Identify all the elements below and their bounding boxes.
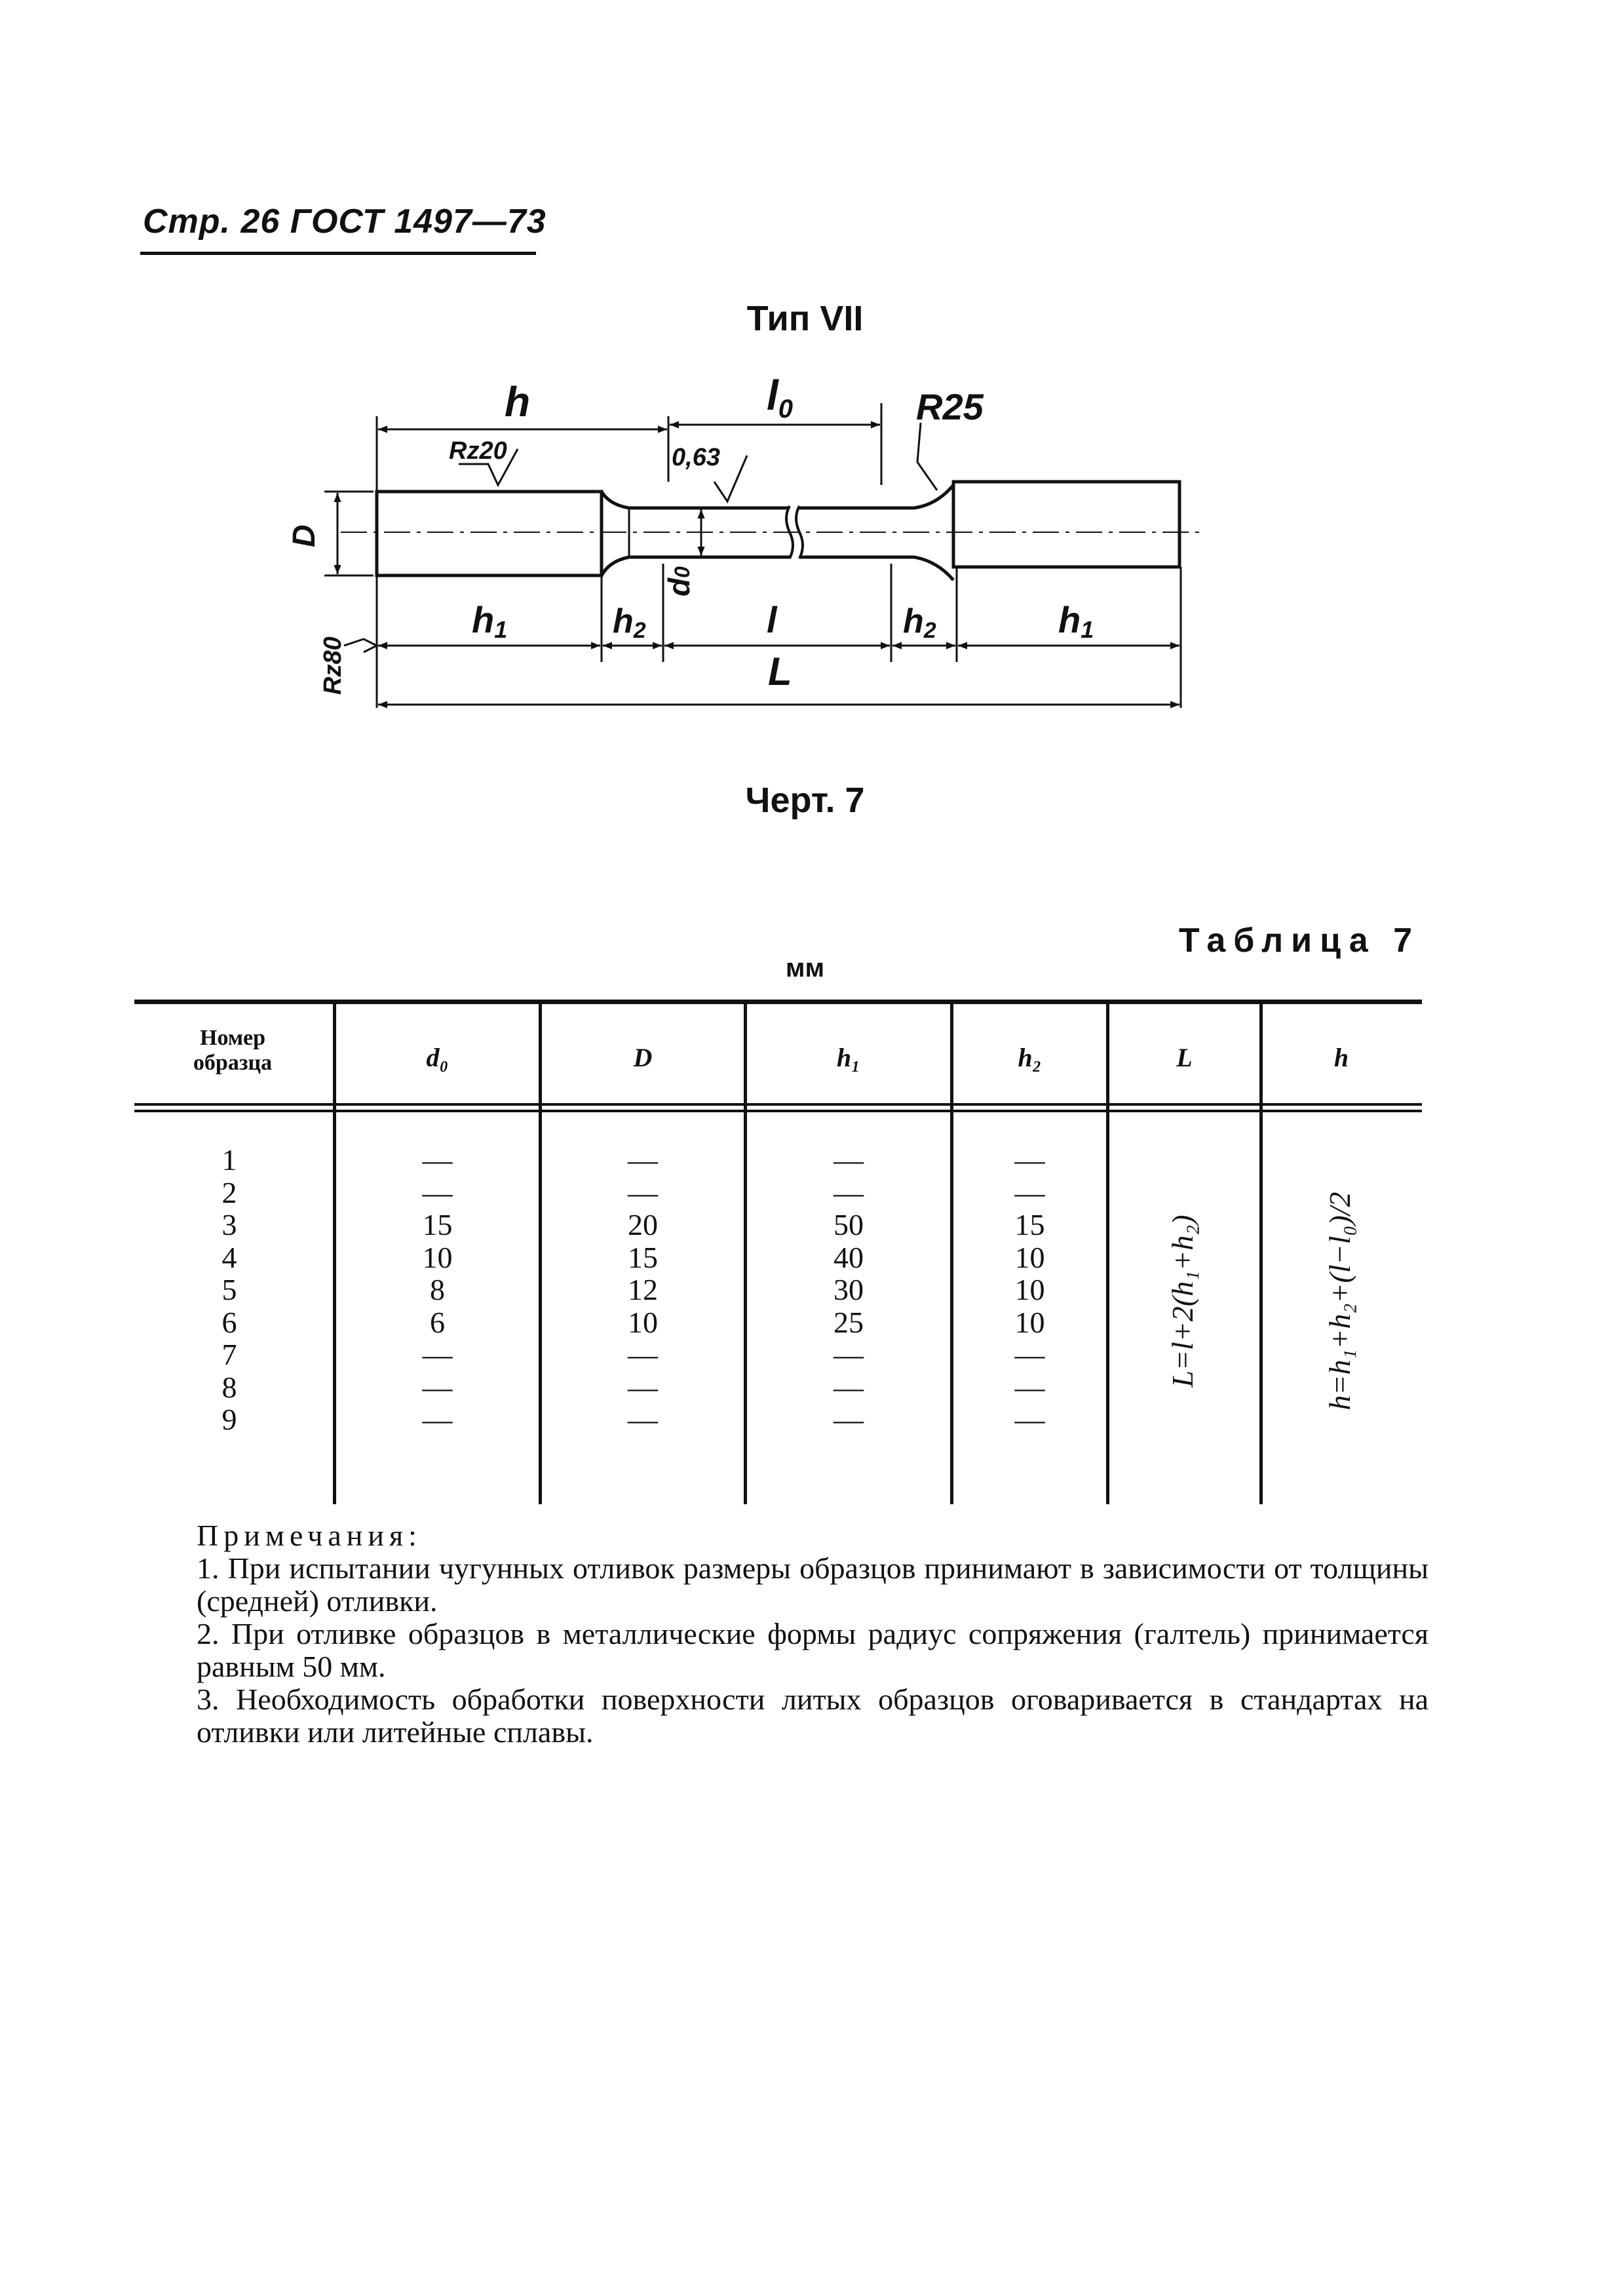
formula-h: h=h₁+h₂+(l−l₀)/2 [1323,1192,1356,1411]
table-title: Таблица 7 [1178,922,1420,960]
label-rz20: Rz20 [449,437,507,465]
col-h1: — — 50 40 30 25 — — — [834,1143,864,1436]
notes-heading: Примечания: [197,1519,422,1552]
th-d0: d₀ [426,1043,449,1072]
col-D: — — 20 15 12 10 — — — [628,1143,658,1436]
note-item-3: 3. Необходимость обработки поверхности литых образцов оговаривается в стандартах на отливки или литейные сплавы. [197,1683,1428,1749]
label-h1-left: h1 [472,599,508,643]
col-sample-numbers: 1 2 3 4 5 6 7 8 9 [221,1143,237,1436]
label-l: l [767,599,777,640]
specimen-right-head [953,482,1179,567]
label-d0: d0 [662,566,696,596]
specimen-left-head [377,492,602,575]
th-D: D [633,1043,653,1072]
note-item-1: 1. При испытании чугунных отливок размеры образцов принимают в зависимости от толщины (средней) отливки. [197,1551,1428,1618]
figure-caption: Черт. 7 [745,781,865,820]
col-d0: — — 15 10 8 6 — — — [422,1143,453,1436]
th-h1: h₁ [836,1043,861,1072]
label-L: L [768,650,792,693]
page-header: Стр. 26 ГОСТ 1497—73 [143,203,546,241]
label-h2-right: h2 [903,602,936,643]
th-L: L [1176,1043,1193,1072]
label-D: D [287,524,322,547]
th-sample-number: Номер образца [193,1026,273,1075]
label-h2-left: h2 [613,602,646,643]
th-h: h [1333,1043,1349,1072]
label-r25: R25 [916,386,984,427]
table-header-rule [134,1103,1422,1106]
col-h2: — — 15 10 10 10 — — — [1014,1143,1045,1436]
label-ra063: 0,63 [672,444,720,471]
notes-section [197,1519,1428,1749]
specimen-drawing [0,0,1610,773]
th-h2: h₂ [1018,1043,1042,1072]
formula-L: L=l+2(h₁+h₂) [1166,1215,1199,1388]
label-h1-right: h1 [1058,599,1094,643]
table-units: мм [785,954,825,983]
label-l0: l0 [767,372,794,423]
note-item-2: 2. При отливке образцов в металлические формы радиус сопряжения (галтель) принимается равным 50 мм. [197,1617,1428,1683]
label-rz80: Rz80 [319,636,347,695]
figure-type-title: Тип VII [746,299,864,338]
label-h: h [505,378,531,425]
table-top-rule [134,1000,1422,1004]
